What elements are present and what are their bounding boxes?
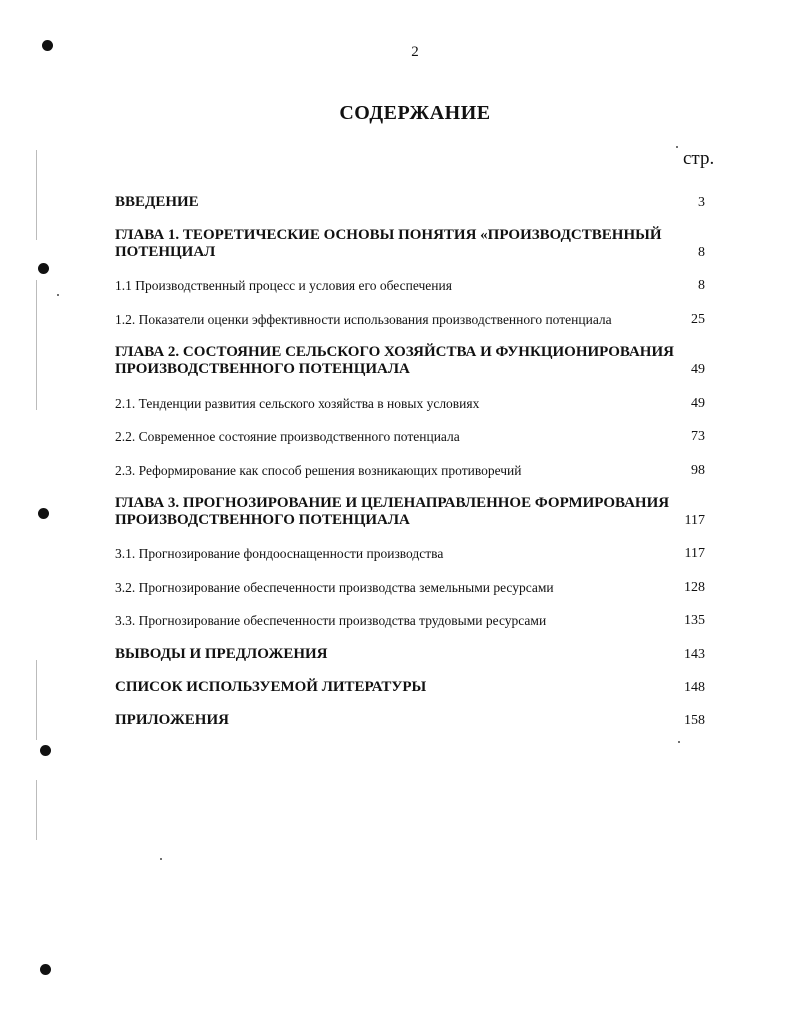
scan-speck: [57, 294, 59, 296]
margin-scan-line: [36, 280, 37, 410]
toc-entry-text: 2.3. Реформирование как способ решения возникающих противоречий: [115, 463, 522, 478]
toc-entry-text: 3.1. Прогнозирование фондооснащенности производства: [115, 546, 444, 561]
toc-entry-text: ГЛАВА 1. ТЕОРЕТИЧЕСКИЕ ОСНОВЫ ПОНЯТИЯ «ПРОИЗВОДСТВЕННЫЙ ПОТЕНЦИАЛ: [115, 227, 662, 260]
margin-scan-line: [36, 780, 37, 840]
toc-entry-page: 148: [684, 680, 705, 695]
toc-entry-text: ПРИЛОЖЕНИЯ: [115, 712, 229, 728]
toc-entry-text: 3.2. Прогнозирование обеспеченности производства земельными ресурсами: [115, 580, 554, 595]
toc-entry-page: 3: [698, 195, 705, 210]
toc-entry-references: [115, 679, 705, 696]
toc-entry-page: 25: [691, 312, 705, 327]
toc-entry-section-1-1: [115, 277, 705, 294]
page-number: 2: [411, 44, 419, 60]
page-column-label: стр.: [683, 148, 715, 169]
toc-entry-page: 73: [691, 429, 705, 444]
toc-entry-text: 1.1 Производственный процесс и условия его обеспечения: [115, 278, 452, 293]
page-title: СОДЕРЖАНИЕ: [339, 102, 491, 124]
toc-entry-section-3-3: [115, 612, 705, 629]
binding-hole-mark: [38, 263, 49, 274]
toc-entry-text: 3.3. Прогнозирование обеспеченности производства трудовыми ресурсами: [115, 613, 547, 628]
toc-entry-page: 8: [698, 278, 705, 293]
scan-speck: [676, 146, 678, 148]
toc-entry-page: 98: [691, 463, 705, 478]
toc-entry-section-3-2: [115, 579, 705, 596]
toc-entry-introduction: [115, 194, 705, 211]
toc-entry-text: ВВЕДЕНИЕ: [115, 194, 199, 210]
binding-hole-mark: [40, 964, 51, 975]
toc-entry-chapter-2: [115, 344, 705, 378]
toc-entry-text: ГЛАВА 3. ПРОГНОЗИРОВАНИЕ И ЦЕЛЕНАПРАВЛЕННОЕ ФОРМИРОВАНИЯ ПРОИЗВОДСТВЕННОГО ПОТЕНЦИАЛА: [115, 495, 670, 528]
toc-entry-section-2-2: [115, 428, 705, 445]
binding-hole-mark: [38, 508, 49, 519]
toc-entry-text: ГЛАВА 2. СОСТОЯНИЕ СЕЛЬСКОГО ХОЗЯЙСТВА И ФУНКЦИОНИРОВАНИЯ ПРОИЗВОДСТВЕННОГО ПОТЕНЦИАЛА: [115, 344, 674, 377]
toc-entry-text: 1.2. Показатели оценки эффективности использования производственного потенциала: [115, 312, 612, 327]
toc-entry-page: 158: [684, 713, 705, 728]
toc-entry-section-1-2: [115, 311, 705, 328]
toc-entry-chapter-3: [115, 495, 705, 529]
toc-entry-text: ВЫВОДЫ И ПРЕДЛОЖЕНИЯ: [115, 646, 328, 662]
toc-entry-text: 2.2. Современное состояние производственного потенциала: [115, 429, 460, 444]
toc-entry-section-2-3: [115, 462, 705, 479]
toc-entry-page: 49: [691, 396, 705, 411]
toc-entry-conclusions: [115, 646, 705, 663]
binding-hole-mark: [40, 745, 51, 756]
toc-entry-page: 143: [684, 647, 705, 662]
toc-entry-text: СПИСОК ИСПОЛЬЗУЕМОЙ ЛИТЕРАТУРЫ: [115, 679, 427, 695]
toc-entry-page: 135: [684, 613, 705, 628]
toc-entry-section-2-1: [115, 395, 705, 412]
scan-speck: [678, 741, 680, 743]
margin-scan-line: [36, 150, 37, 240]
toc-entry-page: 49: [691, 362, 705, 377]
scan-speck: [160, 858, 162, 860]
toc-entry-appendices: [115, 712, 705, 729]
margin-scan-line: [36, 660, 37, 740]
toc-entry-page: 8: [698, 245, 705, 260]
toc-entry-section-3-1: [115, 545, 705, 562]
toc-entry-page: 117: [684, 513, 705, 528]
toc-entry-page: 117: [684, 546, 705, 561]
toc-entry-page: 128: [684, 580, 705, 595]
toc-entry-chapter-1: [115, 227, 705, 261]
toc-entry-text: 2.1. Тенденции развития сельского хозяйства в новых условиях: [115, 396, 480, 411]
